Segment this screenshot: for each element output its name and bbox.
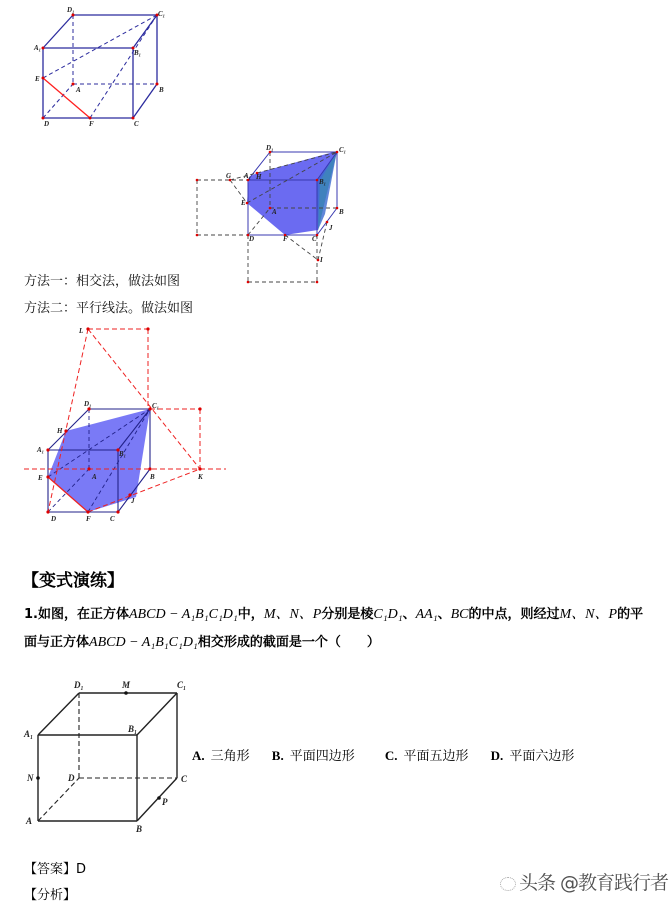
section-title: 【变式演练】	[22, 571, 124, 591]
svg-text:C₁: C₁	[152, 402, 160, 410]
svg-text:C₁: C₁	[339, 146, 347, 154]
option-a[interactable]: A. 三角形	[192, 748, 250, 764]
svg-text:A₁: A₁	[34, 44, 42, 52]
svg-text:A: A	[76, 86, 81, 94]
svg-text:B₁: B₁	[319, 178, 327, 186]
svg-text:B: B	[136, 824, 143, 834]
watermark: 头条 @教育践行者	[500, 868, 668, 895]
svg-text:M: M	[122, 680, 131, 690]
figure-cube-2	[190, 143, 350, 288]
svg-text:H: H	[256, 173, 262, 181]
svg-text:E: E	[35, 75, 40, 83]
svg-text:F: F	[89, 120, 94, 128]
svg-text:E: E	[38, 474, 43, 482]
svg-text:F: F	[86, 515, 91, 523]
svg-text:G: G	[226, 172, 232, 180]
svg-text:A₁: A₁	[24, 729, 34, 739]
watermark-logo-icon	[500, 877, 516, 891]
svg-text:C₁: C₁	[158, 10, 166, 18]
answer-line	[24, 858, 86, 877]
method-one-text: 方法一：相交法，做法如图	[24, 274, 181, 289]
svg-text:F: F	[283, 235, 288, 243]
svg-text:B: B	[339, 208, 344, 216]
option-b[interactable]: B. 平面四边形	[271, 748, 355, 764]
svg-text:C: C	[312, 235, 317, 243]
svg-text:A: A	[26, 816, 33, 826]
option-c[interactable]: C. 平面五边形	[384, 748, 469, 764]
svg-text:K: K	[198, 473, 203, 481]
svg-text:L: L	[79, 327, 84, 335]
option-d[interactable]: D. 平面六边形	[490, 748, 575, 764]
svg-text:E: E	[241, 199, 246, 207]
svg-text:C₁: C₁	[177, 680, 187, 690]
figure-cube-1	[0, 0, 200, 130]
svg-text:D: D	[44, 120, 50, 128]
svg-text:B: B	[159, 86, 164, 94]
answer-label: 【答案】	[24, 862, 77, 877]
question-number: 1.	[24, 607, 38, 622]
svg-text:B₁: B₁	[128, 724, 138, 734]
svg-text:D: D	[249, 235, 255, 243]
svg-text:H: H	[57, 427, 63, 435]
svg-text:B: B	[150, 473, 155, 481]
svg-text:C: C	[134, 120, 139, 128]
svg-text:A: A	[272, 208, 277, 216]
svg-text:D: D	[68, 773, 75, 783]
question-line-2: 面与正方体ABCD − A₁B₁C₁D₁相交形成的截面是一个（ ）	[24, 635, 380, 650]
svg-text:N: N	[27, 773, 34, 783]
svg-text:D₁: D₁	[266, 144, 274, 152]
question-line-1: 1.如图，在正方体ABCD − A₁B₁C₁D₁中，M、N、P分别是棱C₁D₁、AA₁、BC的中点，则经过M、N、P的平	[24, 607, 644, 622]
svg-text:I: I	[320, 256, 323, 264]
figure-cube-4	[0, 670, 200, 840]
analysis-label: 【分析】	[24, 888, 77, 903]
answer-value: D	[76, 862, 87, 877]
svg-text:A: A	[92, 473, 97, 481]
figure-cube-3	[0, 320, 240, 530]
svg-text:B₁: B₁	[119, 450, 127, 458]
svg-text:C: C	[110, 515, 115, 523]
svg-text:C: C	[181, 774, 188, 784]
svg-text:D₁: D₁	[84, 400, 92, 408]
answer-options	[192, 745, 592, 764]
svg-text:D: D	[51, 515, 57, 523]
svg-text:D₁: D₁	[74, 680, 84, 690]
method-two-text: 方法二：平行线法。做法如图	[24, 301, 194, 316]
svg-text:J: J	[131, 497, 135, 505]
svg-text:A₁: A₁	[244, 172, 252, 180]
svg-text:J: J	[329, 224, 333, 232]
svg-text:P: P	[162, 797, 168, 807]
svg-text:A₁: A₁	[37, 446, 45, 454]
svg-text:B₁: B₁	[134, 49, 142, 57]
svg-text:D₁: D₁	[67, 6, 75, 14]
